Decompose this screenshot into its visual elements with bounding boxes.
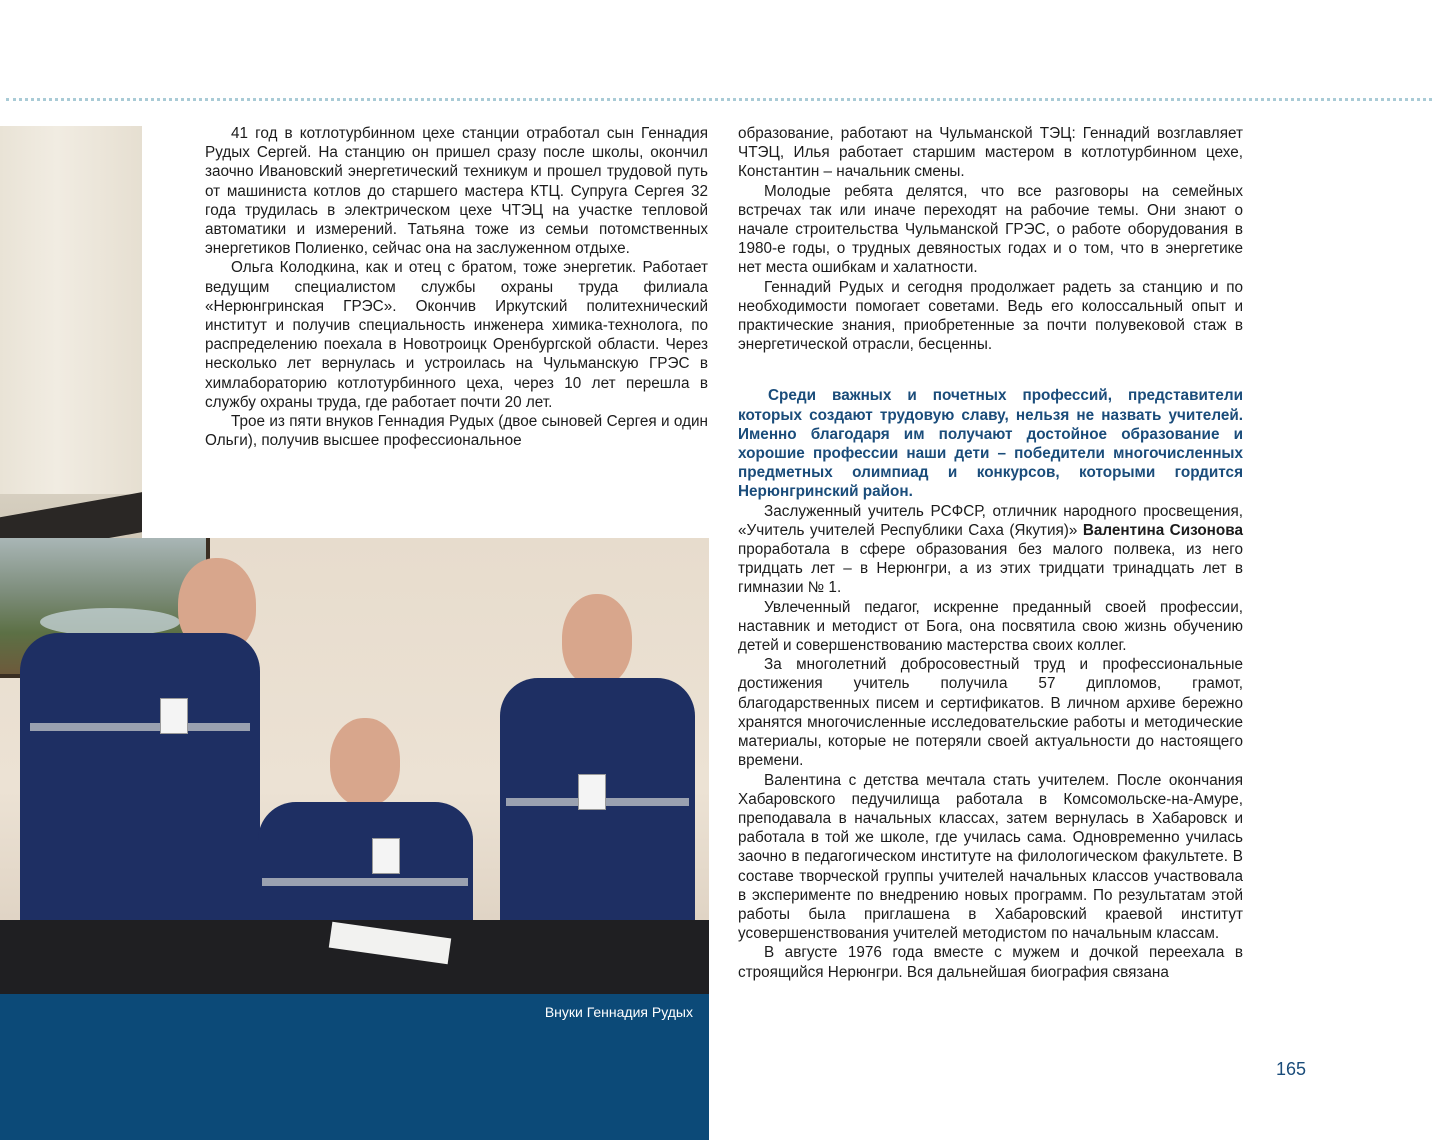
right-paragraph-5: Увлеченный педагог, искренне преданный своей профессии, наставник и методист от Бога, она посвятила свою жизнь обучению детей и совершенствованию мастерства своих коллег. [738, 598, 1243, 655]
right-paragraph-8: В августе 1976 года вместе с мужем и дочкой переехала в строящийся Нерюнгри. Вся дальнейшая биография связана [738, 944, 1243, 981]
right-text-column [738, 124, 1243, 982]
left-paragraph-2: Ольга Колодкина, как и отец с братом, тоже энергетик. Работает ведущим специалистом службы охраны труда филиала «Нерюнгринская ГРЭС». Окончив Иркутский политехнический институт и получив специальность инженера химика-технолога, по распределению поехала в Новотроицк Оренбургской области. Через несколько лет вернулась и устроилась на Чульманскую ГРЭС в химлабораторию котлотурбинного цеха, через 10 лет перешла в службу охраны труда, где работает почти 20 лет. [205, 259, 708, 411]
page-number: 165 [1276, 1059, 1307, 1079]
top-photo-fragment [0, 126, 142, 538]
teacher-name: Валентина Сизонова [1082, 521, 1243, 539]
right-paragraph-1: образование, работают на Чульманской ТЭЦ: Геннадий возглавляет ЧТЭЦ, Илья работает старшим мастером в котлотурбинном цехе, Константин – начальник смены. [738, 125, 1243, 181]
p4-text-before: Заслуженный учитель РСФСР, отличник народного просвещения, «Учитель учителей Республики Саха (Якутия)» [738, 502, 1243, 539]
right-paragraph-3: Геннадий Рудых и сегодня продолжает радеть за станцию и по необходимости помогает советами. Ведь его колоссальный опыт и практические знания, приобретенные за почти полувековой стаж в энергетической отрасли, бесценны. [738, 278, 1243, 354]
right-paragraph-4 [738, 502, 1243, 598]
highlight-quote: Среди важных и почетных профессий, представители которых создают трудовую славу, нельзя не назвать учителей. Именно благодаря им получают достойное образование и хорошие профессии наши дети – победители многочисленных предметных олимпиад и конкурсов, которыми гордится Нерюнгринский район. [738, 387, 1243, 501]
right-paragraph-7: Валентина с детства мечтала стать учителем. После окончания Хабаровского педучилища работала в Комсомольске-на-Амуре, преподавала в начальных классах, затем вернулась в Хабаровск и работала в той же школе, где училась сама. Одновременно училась заочно в педагогическом институте на филологическом факультете. В составе творческой группы учителей начальных классов участвовала в эксперименте по внедрению новых программ. По результатам этой работы была приглашена в Хабаровский краевой институт усовершенствования учителей методистом по начальным классам. [738, 771, 1243, 943]
grandsons-photo [0, 538, 709, 994]
photo-caption: Внуки Геннадия Рудых [544, 1004, 693, 1020]
right-paragraph-6: За многолетний добросовестный труд и профессиональные достижения учитель получила 57 дипломов, грамот, благодарственных писем и сертификатов. В личном архиве бережно хранятся многочисленные исследовательские работы и методические материалы, которые не потеряли своей актуальности до настоящего времени. [738, 656, 1243, 770]
left-text-column [205, 124, 708, 450]
right-paragraph-2: Молодые ребята делятся, что все разговоры на семейных встречах так или иначе переходят на рабочие темы. Они знают о начале строительства Чульманской ГРЭС, о работе оборудования в 1980-е годы, о трудных девяностых годах и о том, что в энергетике нет места ошибкам и халатности. [738, 182, 1243, 277]
left-paragraph-3: Трое из пяти внуков Геннадия Рудых (двое сыновей Сергея и один Ольги), получив высшее профессиональное [205, 413, 708, 450]
left-paragraph-1: 41 год в котлотурбинном цехе станции отработал сын Геннадия Рудых Сергей. На станцию он пришел сразу после школы, окончил заочно Ивановский энергетический техникум и прошел трудовой путь от машиниста котлов до старшего мастера КТЦ. Супруга Сергея 32 года трудилась в электрическом цехе ЧТЭЦ на участке тепловой автоматики и измерений. Татьяна тоже из семьи потомственных энергетиков Полиенко, сейчас она на заслуженном отдыхе. [205, 125, 708, 258]
header-dotted-divider [6, 98, 1432, 101]
p4-text-after: проработала в сфере образования без малого полвека, из него тридцать лет – в Нерюнгри, а из этих тридцати тринадцать лет в гимназии № 1. [738, 541, 1243, 597]
photo-caption-band [0, 994, 709, 1140]
